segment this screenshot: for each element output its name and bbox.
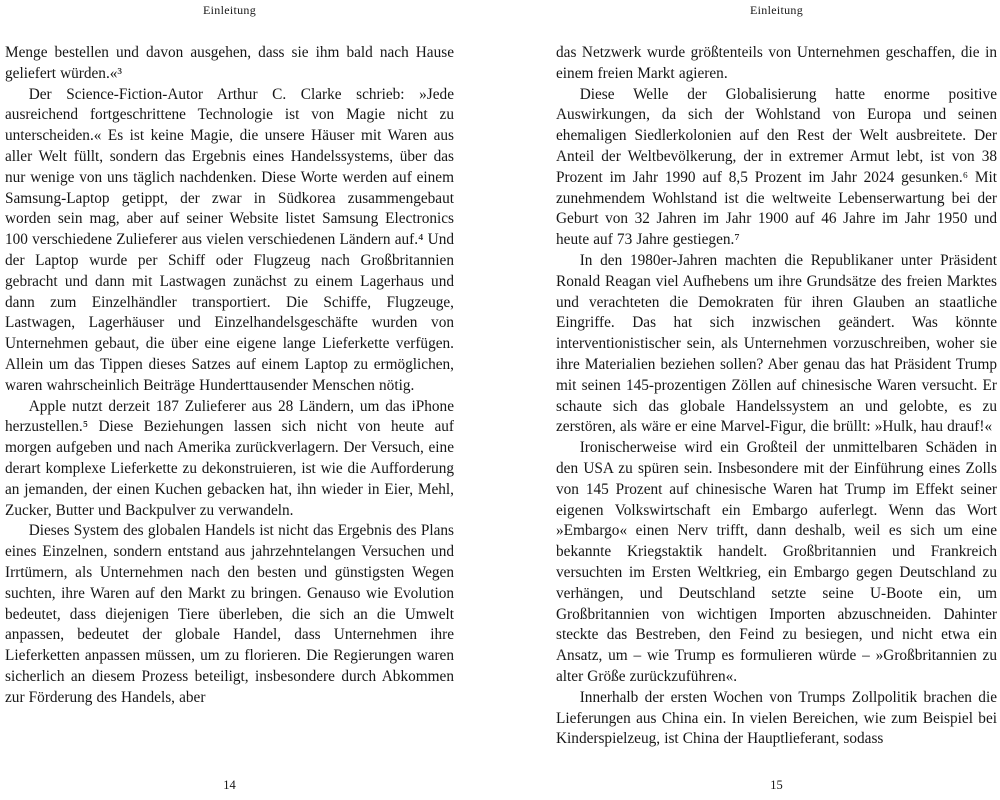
paragraph: Dieses System des globalen Handels ist nicht das Ergebnis des Plans eines Einzelnen, sondern entstand aus jahrzehntelangen Versuchen und Irrtümern, als Unternehmen nach den besten und günstigsten Wegen suchten, ihre Waren auf den Markt zu bringen. Genauso wie Evolution bedeutet, dass diejenigen Tiere überleben, die sich an die Umwelt anpassen, bedeutet der globale Handel, dass Unternehmen ihre Lieferketten anpassen müssen, um zu florieren. Die Regierungen waren sicherlich an diesem Prozess beteiligt, insbesondere durch Abkommen zur Förderung des Handels, aber [5, 522, 454, 706]
page-body-right [556, 43, 997, 774]
paragraph: Ironischerweise wird ein Großteil der unmittelbaren Schäden in den USA zu spüren sein. Insbesondere mit der Einführung eines Zolls von 145 Prozent auf chinesische Waren hat Trump im Effekt seiner eigenen Volkswirtschaft ein Embargo auferlegt. Wenn das Wort »Embargo« einen Nerv trifft, dann deshalb, weil es sich um eine bekannte Kriegstaktik handelt. Großbritannien und Frankreich versuchten im Ersten Weltkrieg, ein Embargo gegen Deutschland zu verhängen, und Deutschland setzte seine U-Boote ein, um Großbritannien von wichtigen Importen abzuschneiden. Dahinter steckte das Bestreben, den Feind zu besiegen, und nicht etwa ein Ansatz, um – wie Trump es formulieren würde – »Großbritannien zu alter Größe zurückzuführen«. [556, 439, 997, 685]
page-number-right: 15 [770, 778, 783, 792]
paragraph: In den 1980er-Jahren machten die Republikaner unter Präsident Ronald Reagan viel Aufhebens um ihre Grundsätze des freien Marktes und verachteten die Demokraten für ihren Glauben an staatliche Eingriffe. Das hat sich inzwischen geändert. Was könnte interventionistischer sein, als Unternehmen vorzuschreiben, woher sie ihre Materialien beziehen sollen? Aber genau das hat Präsident Trump mit seinen 145-prozentigen Zöllen auf chinesische Waren versucht. Er schaute sich das globale Handelssystem an und gelobte, es zu zerstören, als wäre er eine Marvel-Figur, die brüllt: »Hulk, hau drauf!« [556, 251, 997, 436]
running-head-left: Einleitung [203, 3, 256, 17]
running-head-right: Einleitung [750, 3, 803, 17]
paragraph: Apple nutzt derzeit 187 Zulieferer aus 28 Ländern, um das iPhone herzustellen.⁵ Diese Beziehungen lassen sich nicht von heute auf morgen aufgeben und nach Amerika zurückverlagern. Der Versuch, eine derart komplexe Lieferkette zu dekonstruieren, ist wie die Aufforderung an jemanden, der einen Kuchen gebacken hat, ihn wieder in Eier, Mehl, Zucker, Butter und Backpulver zu verwandeln. [5, 397, 454, 519]
page-right [500, 0, 1000, 800]
page-number-left: 14 [223, 778, 236, 792]
page-body-left [5, 43, 454, 774]
paragraph: Der Science-Fiction-Autor Arthur C. Clarke schrieb: »Jede ausreichend fortgeschrittene Technologie ist von Magie nicht zu unterscheiden.« Es ist keine Magie, die unsere Häuser mit Waren aus aller Welt füllt, sondern das Ergebnis eines Handelssystems, über das nur wenige von uns täglich nachdenken. Diese Worte werden auf einem Samsung-Laptop getippt, der zwar in Südkorea zusammengebaut worden sein mag, aber auf seiner Website listet Samsung Electronics 100 verschiedene Zulieferer aus vielen verschiedenen Ländern auf.⁴ Und der Laptop wurde per Schiff oder Flugzeug nach Großbritannien gebracht und dann mit Lastwagen zunächst zu einem Lagerhaus und dann zum Einzelhändler transportiert. Die Schiffe, Flugzeuge, Lastwagen, Lagerhäuser und Einzelhandelsgeschäfte wurden von Unternehmen gebaut, die über eine eigene lange Lieferkette verfügen. Allein um das Tippen dieses Satzes auf einem Laptop zu ermöglichen, waren wahrscheinlich Beiträge Hunderttausender Menschen nötig. [5, 85, 454, 394]
paragraph: Innerhalb der ersten Wochen von Trumps Zollpolitik brachen die Lieferungen aus China ein. In vielen Bereichen, wie zum Beispiel bei Kinderspielzeug, ist China der Hauptlieferant, sodass [556, 688, 997, 748]
paragraph: Menge bestellen und davon ausgehen, dass sie ihm bald nach Hause geliefert würden.«³ [5, 44, 454, 82]
paragraph: das Netzwerk wurde größtenteils von Unternehmen geschaffen, die in einem freien Markt agieren. [556, 44, 997, 82]
paragraph: Diese Welle der Globalisierung hatte enorme positive Auswirkungen, da sich der Wohlstand von Europa und seinen ehemaligen Siedlerkolonien auf den Rest der Welt ausbreitete. Der Anteil der Weltbevölkerung, der in extremer Armut lebt, ist von 38 Prozent im Jahr 1990 auf 8,5 Prozent im Jahr 2024 gesunken.⁶ Mit zunehmendem Wohlstand ist die weltweite Lebenserwartung bei der Geburt von 32 Jahren im Jahr 1900 auf 46 Jahre im Jahr 1950 und heute auf 73 Jahre gestiegen.⁷ [556, 85, 997, 249]
